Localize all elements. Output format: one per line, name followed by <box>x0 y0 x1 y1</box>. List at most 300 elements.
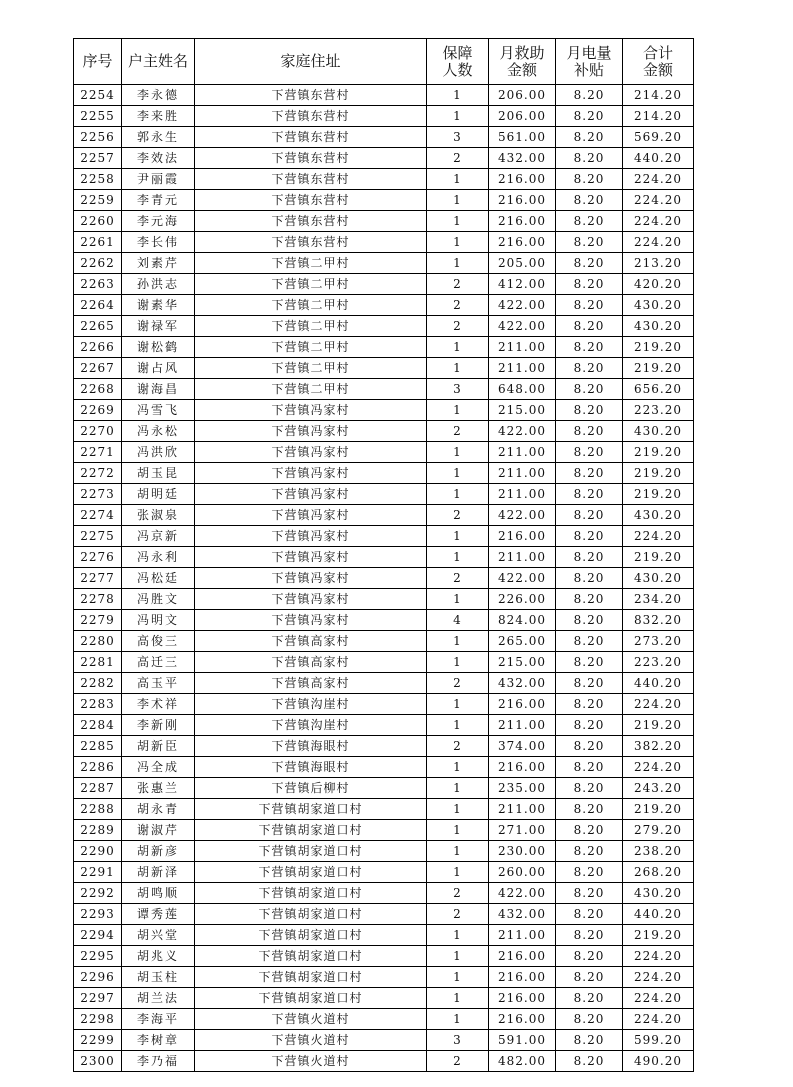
total-amount-cell: 219.20 <box>623 337 694 358</box>
home-address-cell: 下营镇二甲村 <box>195 358 427 379</box>
monthly-aid-cell: 205.00 <box>489 253 556 274</box>
home-address-cell: 下营镇冯家村 <box>195 505 427 526</box>
householder-name-cell: 胡兆义 <box>122 946 195 967</box>
electricity-subsidy-cell: 8.20 <box>556 85 623 106</box>
electricity-subsidy-cell: 8.20 <box>556 421 623 442</box>
electricity-subsidy-cell: 8.20 <box>556 274 623 295</box>
total-amount-cell: 219.20 <box>623 463 694 484</box>
total-amount-cell: 656.20 <box>623 379 694 400</box>
electricity-subsidy-cell: 8.20 <box>556 988 623 1009</box>
householder-name-cell: 尹丽霞 <box>122 169 195 190</box>
serial-number-cell: 2257 <box>74 148 122 169</box>
total-amount-cell: 273.20 <box>623 631 694 652</box>
table-header <box>74 39 694 85</box>
serial-number-cell: 2296 <box>74 967 122 988</box>
table-row <box>74 862 694 883</box>
covered-persons-cell: 1 <box>427 988 489 1009</box>
householder-name-cell: 胡鸣顺 <box>122 883 195 904</box>
serial-number-cell: 2275 <box>74 526 122 547</box>
householder-name-cell: 李海平 <box>122 1009 195 1030</box>
table-row <box>74 505 694 526</box>
electricity-subsidy-cell: 8.20 <box>556 232 623 253</box>
table-row <box>74 463 694 484</box>
covered-persons-cell: 1 <box>427 967 489 988</box>
monthly-aid-cell: 422.00 <box>489 883 556 904</box>
serial-number-cell: 2260 <box>74 211 122 232</box>
electricity-subsidy-cell: 8.20 <box>556 337 623 358</box>
table-row <box>74 883 694 904</box>
monthly-aid-cell: 432.00 <box>489 673 556 694</box>
home-address-cell: 下营镇东营村 <box>195 148 427 169</box>
table-row <box>74 190 694 211</box>
table-row <box>74 1009 694 1030</box>
monthly-aid-cell: 482.00 <box>489 1051 556 1072</box>
total-amount-cell: 268.20 <box>623 862 694 883</box>
covered-persons-cell: 4 <box>427 610 489 631</box>
covered-persons-cell: 1 <box>427 778 489 799</box>
monthly-aid-cell: 215.00 <box>489 652 556 673</box>
monthly-aid-cell: 260.00 <box>489 862 556 883</box>
householder-name-cell: 李来胜 <box>122 106 195 127</box>
serial-number-cell: 2288 <box>74 799 122 820</box>
header-monthly-aid <box>489 39 556 85</box>
header-home-address <box>195 39 427 85</box>
total-amount-cell: 219.20 <box>623 547 694 568</box>
covered-persons-cell: 1 <box>427 211 489 232</box>
covered-persons-cell: 1 <box>427 715 489 736</box>
covered-persons-cell: 2 <box>427 904 489 925</box>
covered-persons-cell: 1 <box>427 946 489 967</box>
table-row <box>74 652 694 673</box>
electricity-subsidy-cell: 8.20 <box>556 547 623 568</box>
home-address-cell: 下营镇胡家道口村 <box>195 820 427 841</box>
electricity-subsidy-cell: 8.20 <box>556 778 623 799</box>
covered-persons-cell: 1 <box>427 253 489 274</box>
total-amount-cell: 219.20 <box>623 925 694 946</box>
total-amount-cell: 224.20 <box>623 190 694 211</box>
table-row <box>74 337 694 358</box>
householder-name-cell: 李术祥 <box>122 694 195 715</box>
covered-persons-cell: 2 <box>427 295 489 316</box>
electricity-subsidy-cell: 8.20 <box>556 316 623 337</box>
householder-name-cell: 李新刚 <box>122 715 195 736</box>
electricity-subsidy-cell: 8.20 <box>556 253 623 274</box>
serial-number-cell: 2259 <box>74 190 122 211</box>
electricity-subsidy-cell: 8.20 <box>556 757 623 778</box>
serial-number-cell: 2299 <box>74 1030 122 1051</box>
covered-persons-cell: 1 <box>427 358 489 379</box>
householder-name-cell: 谢占风 <box>122 358 195 379</box>
electricity-subsidy-cell: 8.20 <box>556 127 623 148</box>
electricity-subsidy-cell: 8.20 <box>556 568 623 589</box>
serial-number-cell: 2300 <box>74 1051 122 1072</box>
electricity-subsidy-cell: 8.20 <box>556 694 623 715</box>
serial-number-cell: 2282 <box>74 673 122 694</box>
total-amount-cell: 382.20 <box>623 736 694 757</box>
table-row <box>74 988 694 1009</box>
table-row <box>74 85 694 106</box>
serial-number-cell: 2278 <box>74 589 122 610</box>
serial-number-cell: 2267 <box>74 358 122 379</box>
electricity-subsidy-cell: 8.20 <box>556 820 623 841</box>
home-address-cell: 下营镇二甲村 <box>195 295 427 316</box>
total-amount-cell: 430.20 <box>623 883 694 904</box>
table-row <box>74 736 694 757</box>
table-row <box>74 169 694 190</box>
covered-persons-cell: 2 <box>427 274 489 295</box>
householder-name-cell: 谢禄军 <box>122 316 195 337</box>
table-row <box>74 820 694 841</box>
table-row <box>74 442 694 463</box>
serial-number-cell: 2292 <box>74 883 122 904</box>
covered-persons-cell: 2 <box>427 316 489 337</box>
covered-persons-cell: 2 <box>427 568 489 589</box>
electricity-subsidy-cell: 8.20 <box>556 526 623 547</box>
householder-name-cell: 李长伟 <box>122 232 195 253</box>
table-row <box>74 589 694 610</box>
monthly-aid-cell: 412.00 <box>489 274 556 295</box>
electricity-subsidy-cell: 8.20 <box>556 358 623 379</box>
table-row <box>74 673 694 694</box>
serial-number-cell: 2256 <box>74 127 122 148</box>
table-row <box>74 946 694 967</box>
electricity-subsidy-cell: 8.20 <box>556 379 623 400</box>
total-amount-cell: 430.20 <box>623 568 694 589</box>
home-address-cell: 下营镇火道村 <box>195 1051 427 1072</box>
householder-name-cell: 谢松鹤 <box>122 337 195 358</box>
table-row <box>74 484 694 505</box>
home-address-cell: 下营镇胡家道口村 <box>195 862 427 883</box>
covered-persons-cell: 3 <box>427 127 489 148</box>
monthly-aid-cell: 265.00 <box>489 631 556 652</box>
total-amount-cell: 243.20 <box>623 778 694 799</box>
covered-persons-cell: 1 <box>427 526 489 547</box>
total-amount-cell: 224.20 <box>623 757 694 778</box>
monthly-aid-cell: 215.00 <box>489 400 556 421</box>
total-amount-cell: 238.20 <box>623 841 694 862</box>
householder-name-cell: 李青元 <box>122 190 195 211</box>
home-address-cell: 下营镇冯家村 <box>195 526 427 547</box>
total-amount-cell: 420.20 <box>623 274 694 295</box>
home-address-cell: 下营镇东营村 <box>195 190 427 211</box>
total-amount-cell: 224.20 <box>623 169 694 190</box>
electricity-subsidy-cell: 8.20 <box>556 463 623 484</box>
home-address-cell: 下营镇东营村 <box>195 169 427 190</box>
serial-number-cell: 2287 <box>74 778 122 799</box>
covered-persons-cell: 3 <box>427 379 489 400</box>
total-amount-cell: 234.20 <box>623 589 694 610</box>
serial-number-cell: 2271 <box>74 442 122 463</box>
serial-number-cell: 2281 <box>74 652 122 673</box>
householder-name-cell: 高迁三 <box>122 652 195 673</box>
monthly-aid-cell: 211.00 <box>489 715 556 736</box>
monthly-aid-cell: 216.00 <box>489 1009 556 1030</box>
home-address-cell: 下营镇高家村 <box>195 631 427 652</box>
total-amount-cell: 430.20 <box>623 316 694 337</box>
householder-name-cell: 胡明廷 <box>122 484 195 505</box>
table-row <box>74 757 694 778</box>
serial-number-cell: 2280 <box>74 631 122 652</box>
covered-persons-cell: 1 <box>427 106 489 127</box>
home-address-cell: 下营镇海眼村 <box>195 736 427 757</box>
covered-persons-cell: 1 <box>427 799 489 820</box>
monthly-aid-cell: 648.00 <box>489 379 556 400</box>
total-amount-cell: 224.20 <box>623 232 694 253</box>
covered-persons-cell: 1 <box>427 85 489 106</box>
header-line: 合计 <box>642 43 673 62</box>
total-amount-cell: 430.20 <box>623 505 694 526</box>
home-address-cell: 下营镇东营村 <box>195 106 427 127</box>
total-amount-cell: 224.20 <box>623 1009 694 1030</box>
householder-name-cell: 张惠兰 <box>122 778 195 799</box>
serial-number-cell: 2270 <box>74 421 122 442</box>
monthly-aid-cell: 824.00 <box>489 610 556 631</box>
monthly-aid-cell: 235.00 <box>489 778 556 799</box>
householder-name-cell: 谢海昌 <box>122 379 195 400</box>
electricity-subsidy-cell: 8.20 <box>556 190 623 211</box>
serial-number-cell: 2289 <box>74 820 122 841</box>
monthly-aid-cell: 216.00 <box>489 988 556 1009</box>
householder-name-cell: 李效法 <box>122 148 195 169</box>
covered-persons-cell: 1 <box>427 442 489 463</box>
serial-number-cell: 2269 <box>74 400 122 421</box>
home-address-cell: 下营镇后柳村 <box>195 778 427 799</box>
monthly-aid-cell: 211.00 <box>489 463 556 484</box>
table-row <box>74 253 694 274</box>
electricity-subsidy-cell: 8.20 <box>556 1030 623 1051</box>
householder-name-cell: 胡新泽 <box>122 862 195 883</box>
electricity-subsidy-cell: 8.20 <box>556 967 623 988</box>
home-address-cell: 下营镇胡家道口村 <box>195 925 427 946</box>
monthly-aid-cell: 216.00 <box>489 757 556 778</box>
total-amount-cell: 213.20 <box>623 253 694 274</box>
covered-persons-cell: 1 <box>427 757 489 778</box>
electricity-subsidy-cell: 8.20 <box>556 1051 623 1072</box>
monthly-aid-cell: 422.00 <box>489 295 556 316</box>
table-row <box>74 400 694 421</box>
relief-table <box>73 38 694 1072</box>
householder-name-cell: 冯京新 <box>122 526 195 547</box>
covered-persons-cell: 1 <box>427 463 489 484</box>
householder-name-cell: 胡兴堂 <box>122 925 195 946</box>
serial-number-cell: 2279 <box>74 610 122 631</box>
monthly-aid-cell: 271.00 <box>489 820 556 841</box>
header-line: 月电量 <box>566 43 612 62</box>
covered-persons-cell: 2 <box>427 883 489 904</box>
monthly-aid-cell: 211.00 <box>489 547 556 568</box>
electricity-subsidy-cell: 8.20 <box>556 715 623 736</box>
covered-persons-cell: 1 <box>427 484 489 505</box>
serial-number-cell: 2295 <box>74 946 122 967</box>
header-total-amount <box>623 39 694 85</box>
header-covered-persons <box>427 39 489 85</box>
table-row <box>74 631 694 652</box>
covered-persons-cell: 1 <box>427 925 489 946</box>
home-address-cell: 下营镇高家村 <box>195 652 427 673</box>
total-amount-cell: 569.20 <box>623 127 694 148</box>
serial-number-cell: 2284 <box>74 715 122 736</box>
householder-name-cell: 高俊三 <box>122 631 195 652</box>
monthly-aid-cell: 422.00 <box>489 568 556 589</box>
serial-number-cell: 2264 <box>74 295 122 316</box>
header-line: 补贴 <box>573 60 604 79</box>
home-address-cell: 下营镇火道村 <box>195 1030 427 1051</box>
total-amount-cell: 223.20 <box>623 400 694 421</box>
header-line: 金额 <box>506 60 537 79</box>
home-address-cell: 下营镇东营村 <box>195 127 427 148</box>
electricity-subsidy-cell: 8.20 <box>556 610 623 631</box>
householder-name-cell: 冯雪飞 <box>122 400 195 421</box>
householder-name-cell: 李元海 <box>122 211 195 232</box>
monthly-aid-cell: 216.00 <box>489 526 556 547</box>
table-row <box>74 1051 694 1072</box>
home-address-cell: 下营镇沟崖村 <box>195 694 427 715</box>
electricity-subsidy-cell: 8.20 <box>556 799 623 820</box>
total-amount-cell: 219.20 <box>623 484 694 505</box>
total-amount-cell: 224.20 <box>623 988 694 1009</box>
electricity-subsidy-cell: 8.20 <box>556 736 623 757</box>
electricity-subsidy-cell: 8.20 <box>556 589 623 610</box>
covered-persons-cell: 1 <box>427 589 489 610</box>
householder-name-cell: 胡兰法 <box>122 988 195 1009</box>
householder-name-cell: 冯永松 <box>122 421 195 442</box>
table-body <box>74 85 694 1072</box>
table-row <box>74 799 694 820</box>
householder-name-cell: 胡玉昆 <box>122 463 195 484</box>
home-address-cell: 下营镇冯家村 <box>195 400 427 421</box>
total-amount-cell: 430.20 <box>623 421 694 442</box>
serial-number-cell: 2294 <box>74 925 122 946</box>
covered-persons-cell: 1 <box>427 169 489 190</box>
table-row <box>74 232 694 253</box>
table-row <box>74 211 694 232</box>
householder-name-cell: 刘素芹 <box>122 253 195 274</box>
monthly-aid-cell: 432.00 <box>489 904 556 925</box>
total-amount-cell: 214.20 <box>623 85 694 106</box>
monthly-aid-cell: 211.00 <box>489 442 556 463</box>
total-amount-cell: 224.20 <box>623 526 694 547</box>
householder-name-cell: 李永德 <box>122 85 195 106</box>
serial-number-cell: 2297 <box>74 988 122 1009</box>
serial-number-cell: 2276 <box>74 547 122 568</box>
header-row <box>74 39 694 85</box>
covered-persons-cell: 1 <box>427 862 489 883</box>
covered-persons-cell: 1 <box>427 841 489 862</box>
table-row <box>74 295 694 316</box>
covered-persons-cell: 1 <box>427 232 489 253</box>
covered-persons-cell: 2 <box>427 421 489 442</box>
monthly-aid-cell: 216.00 <box>489 694 556 715</box>
total-amount-cell: 832.20 <box>623 610 694 631</box>
home-address-cell: 下营镇冯家村 <box>195 463 427 484</box>
electricity-subsidy-cell: 8.20 <box>556 946 623 967</box>
home-address-cell: 下营镇胡家道口村 <box>195 946 427 967</box>
total-amount-cell: 599.20 <box>623 1030 694 1051</box>
total-amount-cell: 219.20 <box>623 715 694 736</box>
serial-number-cell: 2263 <box>74 274 122 295</box>
covered-persons-cell: 1 <box>427 337 489 358</box>
home-address-cell: 下营镇胡家道口村 <box>195 988 427 1009</box>
monthly-aid-cell: 216.00 <box>489 946 556 967</box>
monthly-aid-cell: 216.00 <box>489 190 556 211</box>
home-address-cell: 下营镇冯家村 <box>195 610 427 631</box>
total-amount-cell: 224.20 <box>623 967 694 988</box>
total-amount-cell: 440.20 <box>623 148 694 169</box>
householder-name-cell: 冯明文 <box>122 610 195 631</box>
table-row <box>74 358 694 379</box>
serial-number-cell: 2283 <box>74 694 122 715</box>
table-row <box>74 547 694 568</box>
electricity-subsidy-cell: 8.20 <box>556 883 623 904</box>
table-row <box>74 1030 694 1051</box>
covered-persons-cell: 2 <box>427 736 489 757</box>
header-line: 金额 <box>642 60 673 79</box>
table-row <box>74 127 694 148</box>
home-address-cell: 下营镇胡家道口村 <box>195 883 427 904</box>
covered-persons-cell: 1 <box>427 547 489 568</box>
monthly-aid-cell: 211.00 <box>489 925 556 946</box>
householder-name-cell: 高玉平 <box>122 673 195 694</box>
home-address-cell: 下营镇海眼村 <box>195 757 427 778</box>
electricity-subsidy-cell: 8.20 <box>556 673 623 694</box>
table-row <box>74 421 694 442</box>
home-address-cell: 下营镇二甲村 <box>195 253 427 274</box>
householder-name-cell: 冯洪欣 <box>122 442 195 463</box>
table-row <box>74 526 694 547</box>
electricity-subsidy-cell: 8.20 <box>556 484 623 505</box>
serial-number-cell: 2286 <box>74 757 122 778</box>
monthly-aid-cell: 211.00 <box>489 358 556 379</box>
home-address-cell: 下营镇东营村 <box>195 232 427 253</box>
householder-name-cell: 李乃福 <box>122 1051 195 1072</box>
total-amount-cell: 214.20 <box>623 106 694 127</box>
home-address-cell: 下营镇冯家村 <box>195 547 427 568</box>
electricity-subsidy-cell: 8.20 <box>556 652 623 673</box>
home-address-cell: 下营镇冯家村 <box>195 589 427 610</box>
electricity-subsidy-cell: 8.20 <box>556 442 623 463</box>
electricity-subsidy-cell: 8.20 <box>556 106 623 127</box>
monthly-aid-cell: 226.00 <box>489 589 556 610</box>
total-amount-cell: 224.20 <box>623 694 694 715</box>
serial-number-cell: 2285 <box>74 736 122 757</box>
monthly-aid-cell: 216.00 <box>489 232 556 253</box>
monthly-aid-cell: 374.00 <box>489 736 556 757</box>
monthly-aid-cell: 422.00 <box>489 505 556 526</box>
header-line: 序号 <box>82 52 113 70</box>
table-row <box>74 274 694 295</box>
electricity-subsidy-cell: 8.20 <box>556 1009 623 1030</box>
table-row <box>74 379 694 400</box>
header-line: 保障 <box>442 43 473 62</box>
home-address-cell: 下营镇东营村 <box>195 85 427 106</box>
householder-name-cell: 胡玉柱 <box>122 967 195 988</box>
electricity-subsidy-cell: 8.20 <box>556 631 623 652</box>
householder-name-cell: 冯永利 <box>122 547 195 568</box>
table-row <box>74 610 694 631</box>
covered-persons-cell: 1 <box>427 400 489 421</box>
table-row <box>74 316 694 337</box>
monthly-aid-cell: 422.00 <box>489 316 556 337</box>
table-row <box>74 715 694 736</box>
serial-number-cell: 2274 <box>74 505 122 526</box>
covered-persons-cell: 2 <box>427 505 489 526</box>
serial-number-cell: 2266 <box>74 337 122 358</box>
covered-persons-cell: 1 <box>427 1009 489 1030</box>
covered-persons-cell: 1 <box>427 631 489 652</box>
monthly-aid-cell: 591.00 <box>489 1030 556 1051</box>
home-address-cell: 下营镇高家村 <box>195 673 427 694</box>
electricity-subsidy-cell: 8.20 <box>556 505 623 526</box>
